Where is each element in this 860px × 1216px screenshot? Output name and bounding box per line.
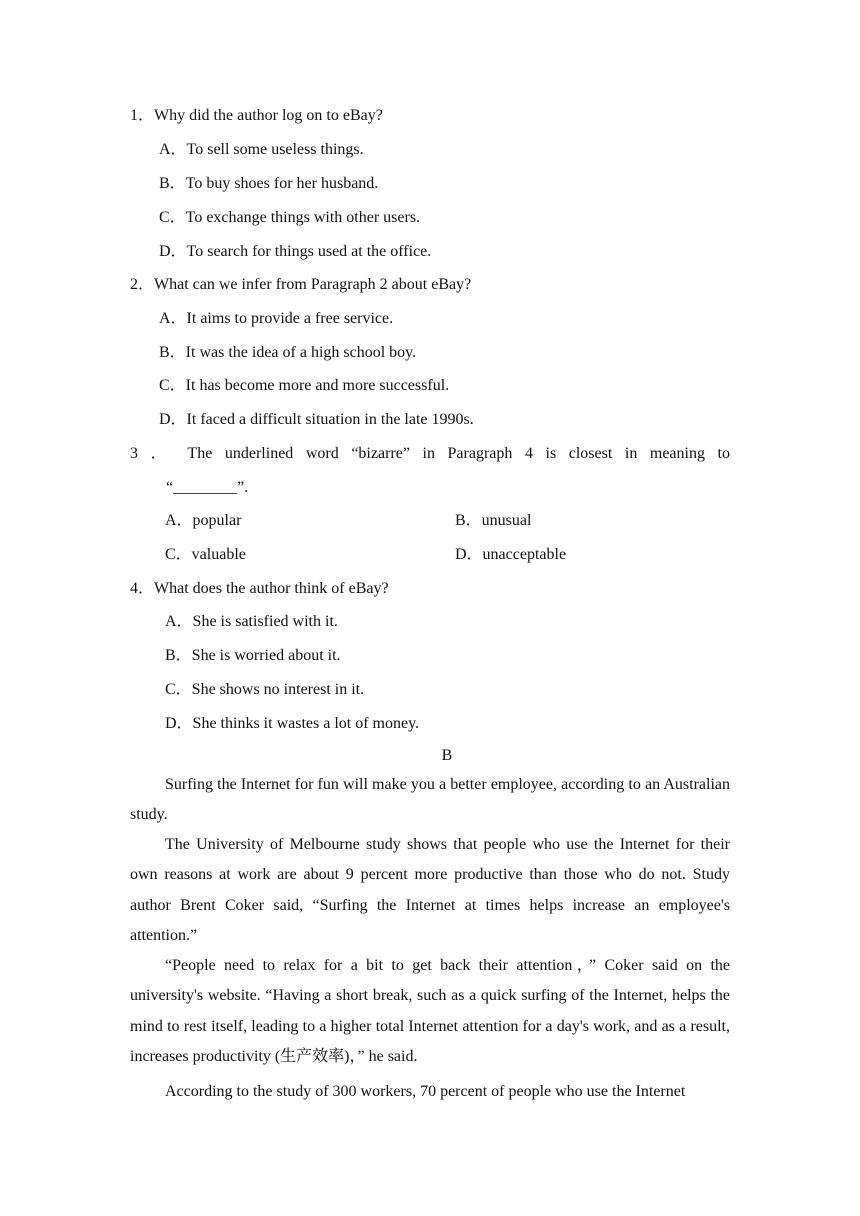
passage-paragraph-3: “People need to relax for a bit to get back their attention，” Coker said on the university's website. “Having a short break, such as a quick surfing of the Internet, helps the mind to rest itself, leading to a higher total Internet attention for a day's work, and as a result, increases productivity (生产效率)，” he said. <box>130 957 730 1065</box>
question-3-option-d: D．unacceptable <box>455 546 567 563</box>
question-2-option-b: B．It was the idea of a high school boy. <box>159 344 417 361</box>
passage-paragraph-1: Surfing the Internet for fun will make you a better employee, according to an Australian study. <box>130 776 730 824</box>
question-2-stem: 2．What can we infer from Paragraph 2 about eBay? <box>130 276 472 293</box>
question-3-option-b: B．unusual <box>455 512 532 529</box>
question-4-stem: 4．What does the author think of eBay? <box>130 580 389 597</box>
question-1-option-b: B．To buy shoes for her husband. <box>159 175 379 192</box>
question-3-option-a: A．popular <box>165 512 242 529</box>
question-4-option-a: A．She is satisfied with it. <box>165 613 338 630</box>
passage-paragraph-2: The University of Melbourne study shows that people who use the Internet for their own reasons at work are about 9 percent more productive than those who do not. Study author Brent Coker said, “Surfing the Internet at times helps increase an employee's attention.” <box>130 836 730 944</box>
question-2-option-c: C．It has become more and more successful. <box>159 377 450 394</box>
question-3-stem-line-2: “________”. <box>166 479 249 496</box>
question-3-stem-line-1: 3 ． The underlined word “bizarre” in Paragraph 4 is closest in meaning to <box>130 445 730 462</box>
question-2-option-d: D．It faced a difficult situation in the late 1990s. <box>159 411 474 428</box>
question-1-option-d: D．To search for things used at the office. <box>159 243 432 260</box>
question-1-option-a: A．To sell some useless things. <box>159 141 364 158</box>
question-4-option-d: D．She thinks it wastes a lot of money. <box>165 715 420 732</box>
question-1-stem: 1．Why did the author log on to eBay? <box>130 107 383 124</box>
question-4-option-b: B．She is worried about it. <box>165 647 341 664</box>
passage-paragraph-4: According to the study of 300 workers, 70 percent of people who use the Internet <box>165 1083 686 1100</box>
question-2-option-a: A．It aims to provide a free service. <box>159 310 394 327</box>
question-3-option-c: C．valuable <box>165 546 246 563</box>
question-4-option-c: C．She shows no interest in it. <box>165 681 365 698</box>
question-1-option-c: C．To exchange things with other users. <box>159 209 421 226</box>
section-heading: B <box>441 747 453 764</box>
